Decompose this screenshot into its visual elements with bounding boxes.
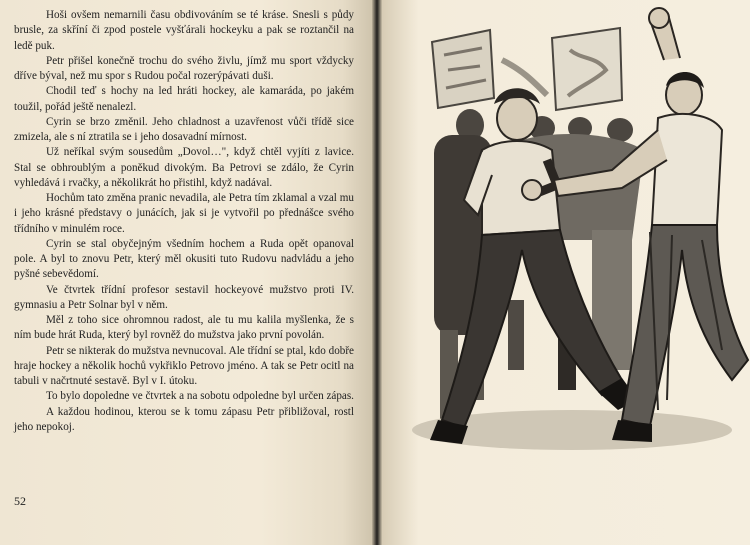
paragraph: Petr přišel konečně trochu do svého živlu, jímž mu sport vždycky dříve býval, než mu spor s Rudou počal rozerýpávati duši. bbox=[14, 54, 354, 82]
paragraph: Cyrin se stal obyčejným všedním hochem a Ruda opět opanoval pole. A byl to znovu Petr, který měl okusiti tuto Rudovu nadvládu a jeho pyšné sebevědomí. bbox=[14, 237, 354, 281]
paragraph: Chodil teď s hochy na led hráti hockey, ale kamaráda, po jakém toužil, pořád ještě nenalezl. bbox=[14, 85, 354, 113]
paragraph: Měl z toho sice ohromnou radost, ale tu mu kalila myšlenka, že s ním bude hrát Ruda, který byl rovněž do mužstva jako první povolán. bbox=[14, 314, 354, 342]
illustration-boys-fighting bbox=[382, 0, 750, 545]
right-page bbox=[382, 0, 750, 545]
wall-picture-left bbox=[432, 30, 494, 108]
page-number: 52 bbox=[14, 494, 26, 508]
wall-picture-right bbox=[552, 28, 622, 110]
book-gutter bbox=[372, 0, 382, 545]
paragraph: Ve čtvrtek třídní profesor sestavil hockeyové mužstvo proti IV. gymnasiu a Petr Solnar byl v něm. bbox=[14, 283, 354, 311]
paragraph: Hochům tato změna pranic nevadila, ale Petra tím zklamal a vzal mu i jeho krásné představy o junácích, jak si je vytvořil po přednášce svého třídního v minulém roce. bbox=[14, 192, 354, 235]
left-page bbox=[0, 0, 372, 545]
paragraph: To bylo dopoledne ve čtvrtek a na sobotu odpoledne byl určen zápas. bbox=[46, 390, 354, 403]
paragraph: Petr se nikterak do mužstva nevnucoval. Ale třídní se ptal, kdo dobře hraje hockey a několik hochů vykřiklo Petrovo jméno. A tak se Petr ocitl na tabuli v načrtnuté sestavě. Byl v I. útoku. bbox=[14, 344, 354, 387]
paragraph: Cyrin se brzo změnil. Jeho chladnost a uzavřenost vůči třídě sice zmizela, ale s ní ztratila se i jeho dosavadní mírnost. bbox=[14, 115, 354, 143]
paragraph: A každou hodinou, kterou se k tomu zápasu Petr přibližoval, rostl jeho nepokoj. bbox=[14, 405, 354, 433]
paragraph: Už neříkal svým sousedům „Dovol…", když chtěl vyjíti z lavice. Stal se obhroublým a poněkud divokým. Ba Petrovi se zdálo, že Cyrin vyhledává i rvačky, a několikrát ho přistihl, když nadával. bbox=[14, 146, 354, 189]
paragraph: Hoši ovšem nemarnili času obdivováním se té krásе. Snesli s půdy brusle, za skříní či zpod postele vyšťárali hockeyku a pak se roztančil na ledě puk. bbox=[14, 9, 354, 52]
page-text bbox=[14, 8, 354, 435]
